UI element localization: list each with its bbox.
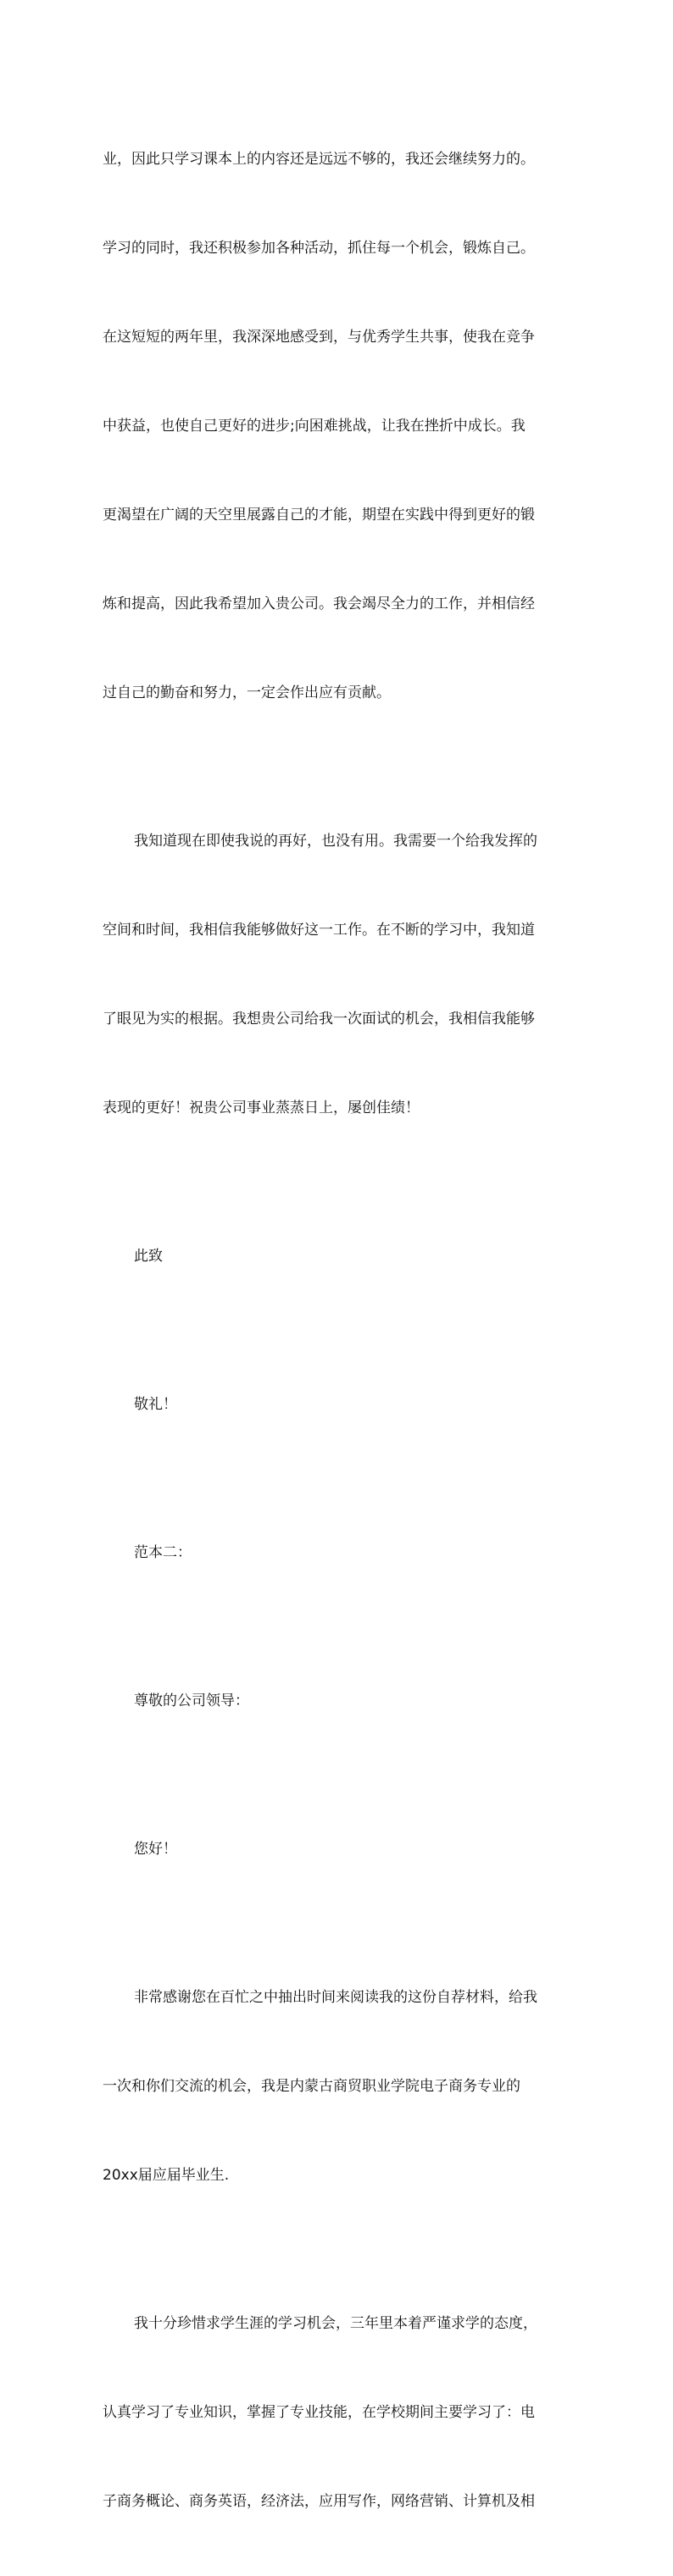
- text-line: 我十分珍惜求学生涯的学习机会，三年里本着严谨求学的态度，: [134, 2315, 537, 2332]
- text-line: 在这短短的两年里，我深深地感受到，与优秀学生共事，使我在竞争: [103, 329, 535, 346]
- text-line: 尊敬的公司领导：: [134, 1692, 249, 1709]
- text-line: 此致: [134, 1248, 163, 1265]
- text-line: 炼和提高，因此我希望加入贵公司。我会竭尽全力的工作，并相信经: [103, 596, 535, 612]
- closing-line-2: [103, 1331, 576, 1479]
- text-line: 了眼见为实的根据。我想贵公司给我一次面试的机会，我相信我能够: [103, 1011, 535, 1028]
- salutation: [103, 1627, 576, 1776]
- document-body: [103, 86, 576, 2576]
- text-line: 我知道现在即使我说的再好，也没有用。我需要一个给我发挥的: [134, 833, 537, 850]
- text-line: 非常感谢您在百忙之中抽出时间来阅读我的这份自荐材料，给我: [134, 1989, 537, 2006]
- closing-line-1: [103, 1183, 576, 1331]
- text-line: 更渴望在广阔的天空里展露自己的才能，期望在实践中得到更好的锻: [103, 507, 535, 524]
- text-line: 20xx届应届毕业生.: [103, 2167, 230, 2184]
- text-line: 范本二：: [134, 1544, 192, 1561]
- text-line: 业，因此只学习课本上的内容还是远远不够的，我还会继续努力的。: [103, 151, 535, 168]
- paragraph-1: [103, 86, 576, 767]
- paragraph-3: [103, 1924, 576, 2250]
- text-line: 表现的更好！祝贵公司事业蒸蒸日上，屡创佳绩！: [103, 1100, 420, 1116]
- section-title: [103, 1479, 576, 1627]
- text-line: 敬礼！: [134, 1396, 177, 1413]
- greeting: [103, 1776, 576, 1924]
- paragraph-2: [103, 767, 576, 1183]
- text-line: 空间和时间，我相信我能够做好这一工作。在不断的学习中，我知道: [103, 922, 535, 939]
- text-line: 子商务概论、商务英语，经济法，应用写作，网络营销、计算机及相: [103, 2493, 535, 2510]
- text-line: 认真学习了专业知识，掌握了专业技能，在学校期间主要学习了：电: [103, 2404, 535, 2421]
- text-line: 您好！: [134, 1841, 177, 1858]
- paragraph-4: [103, 2250, 576, 2576]
- text-line: 一次和你们交流的机会，我是内蒙古商贸职业学院电子商务专业的: [103, 2078, 520, 2095]
- text-line: 过自己的勤奋和努力，一定会作出应有贡献。: [103, 684, 391, 701]
- text-line: 学习的同时，我还积极参加各种活动，抓住每一个机会，锻炼自己。: [103, 240, 535, 257]
- text-line: 中获益，也使自己更好的进步;向困难挑战，让我在挫折中成长。我: [103, 418, 526, 435]
